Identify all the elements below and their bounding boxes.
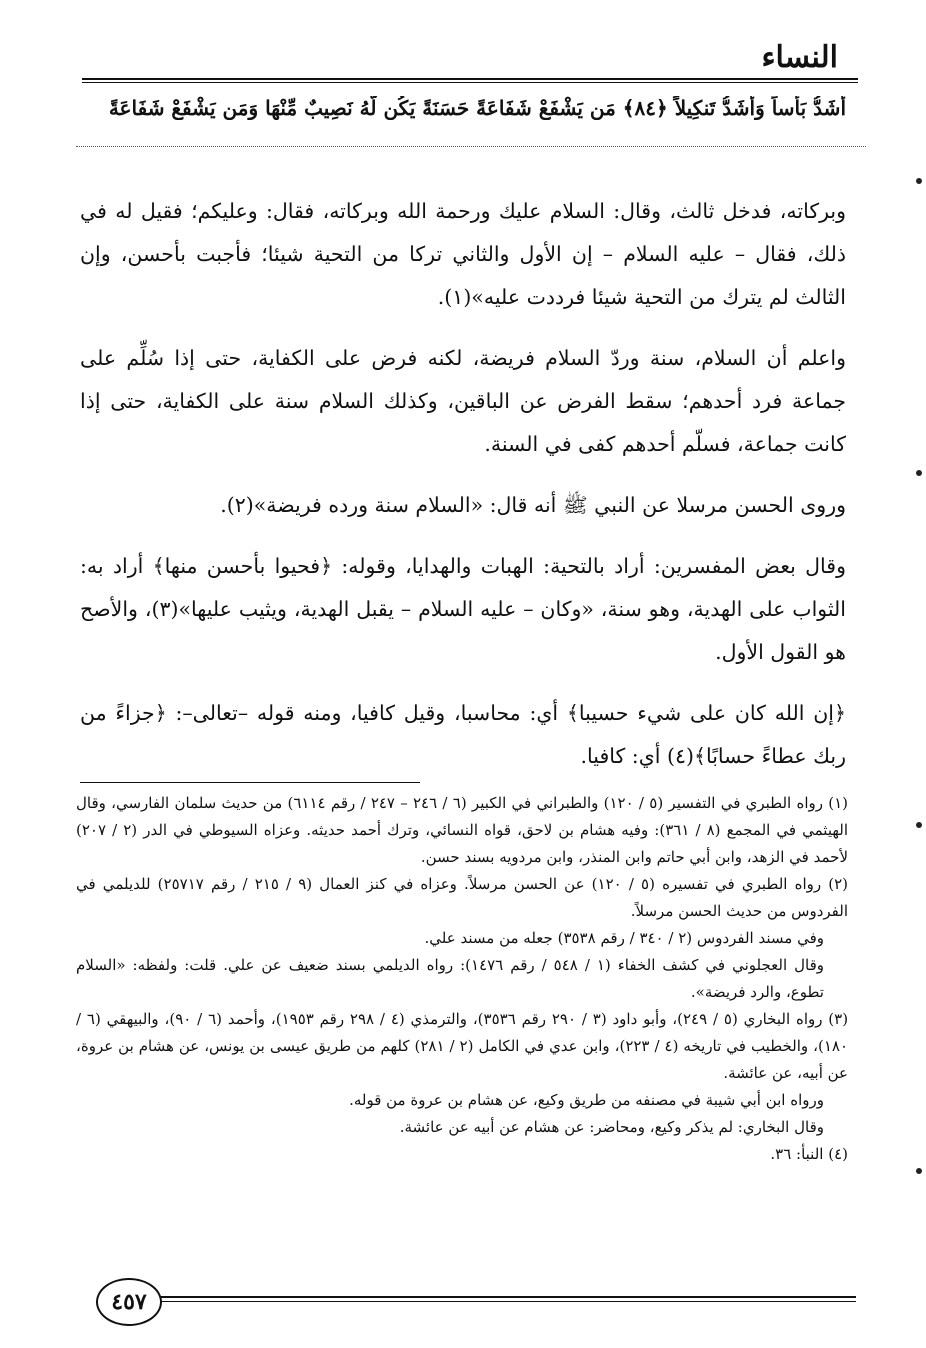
header-rule-thin [82, 82, 858, 83]
footnote: وقال العجلوني في كشف الخفاء (١ / ٥٤٨ / رقم ١٤٧٦): رواه الديلمي بسند ضعيف عن علي. قلت: ولفظه: «السلام تطوع، والرد فريضة». [76, 956, 824, 1001]
margin-dot [916, 470, 922, 476]
footnote: (١) رواه الطبري في التفسير (٥ / ١٢٠) والطبراني في الكبير (٦ / ٢٤٦ – ٢٤٧ / رقم ٦١١٤) من حديث سلمان الفارسي، وقال الهيثمي في المجمع (٨ / ٣٦١): وفيه هشام بن لاحق، قواه النسائي، وترك أحمد حديثه. وعزاه السيوطي في الدر (٢ / ٢٠٧) لأحمد في الزهد، وابن أبي حاتم وابن المنذر، وابن مردويه بسند حسن. [76, 794, 849, 866]
footnote: وفي مسند الفردوس (٢ / ٣٤٠ / رقم ٣٥٣٨) جعله من مسند علي. [424, 929, 824, 947]
margin-dot [916, 178, 922, 184]
header-rule [82, 78, 858, 80]
paragraph: واعلم أن السلام، سنة وردّ السلام فريضة، لكنه فرض على الكفاية، حتى إذا سُلِّم على جماعة فرد أحدهم؛ سقط الفرض عن الباقين، وكذلك السلام سنة على الكفاية، حتى إذا كانت جماعة، فسلّم أحدهم كفى في السنة. [80, 346, 846, 456]
surah-name: النساء [761, 40, 838, 75]
footnote: وقال البخاري: لم يذكر وكيع، ومحاضر: عن هشام عن أبيه عن عائشة. [399, 1118, 824, 1136]
paragraph: ﴿إن الله كان على شيء حسيبا﴾ أي: محاسبا، وقيل كافيا، ومنه قوله –تعالى–: ﴿جزاءً من ربك عطاءً حسابًا﴾(٤) أي: كافيا. [80, 701, 846, 768]
footnote: ورواه ابن أبي شيبة في مصنفه من طريق وكيع، عن هشام بن عروة من قوله. [349, 1091, 824, 1109]
margin-dot [916, 1168, 922, 1174]
dotted-divider [76, 146, 866, 147]
footnote: (٤) النبأ: ٣٦. [770, 1145, 848, 1163]
paragraph: وروى الحسن مرسلا عن النبي ﷺ أنه قال: «السلام سنة ورده فريضة»(٢). [220, 493, 846, 517]
quran-verse-line: أَشَدُّ بَأْساً وَأَشَدُّ تَنكِيلاً ﴿٨٤﴾ مَن يَشْفَعْ شَفَاعَةً حَسَنَةً يَكُن لَّهُ نَصِيبٌ مِّنْهَا وَمَن يَشْفَعْ شَفَاعَةً [108, 96, 846, 120]
footnote: (٣) رواه البخاري (٥ / ٢٤٩)، وأبو داود (٣ / ٢٩٠ رقم ٣٥٣٦)، والترمذي (٤ / ٢٩٨ رقم ١٩٥٣)، وأحمد (٦ / ٩٠)، والبيهقي (٦ / ١٨٠)، والخطيب في تاريخه (٤ / ٢٢٣)، وابن عدي في الكامل (٢ / ٢٨١) كلهم من طريق عيسى بن يونس، عن هشام بن عروة، عن أبيه، عن عائشة. [76, 1010, 849, 1082]
paragraph: وقال بعض المفسرين: أراد بالتحية: الهبات والهدايا، وقوله: ﴿فحيوا بأحسن منها﴾ أراد به: الثواب على الهدية، وهو سنة، «وكان – عليه السلام – يقبل الهدية، ويثيب عليها»(٣)، والأصح هو القول الأول. [80, 554, 846, 664]
margin-dot [916, 822, 922, 828]
footnote: (٢) رواه الطبري في تفسيره (٥ / ١٢٠) عن الحسن مرسلاً. وعزاه في كنز العمال (٩ / ٢١٥ / رقم ٢٥٧١٧) للديلمي في الفردوس من حديث الحسن مرسلاً. [76, 875, 849, 920]
footer-rule [150, 1296, 856, 1298]
page-number: ٤٥٧ [96, 1278, 162, 1326]
footnotes [76, 790, 848, 1168]
paragraph: وبركاته، فدخل ثالث، وقال: السلام عليك ورحمة الله وبركاته، فقال: وعليكم؛ فقيل له في ذلك، فقال – عليه السلام – إن الأول والثاني تركا من التحية شيئا؛ فأجبت بأحسن، وإن الثالث لم يترك من التحية شيئا فرددت عليه»(١). [80, 199, 846, 309]
footnote-divider [80, 782, 420, 783]
footer-rule-thin [150, 1301, 856, 1302]
body-text [80, 190, 846, 796]
